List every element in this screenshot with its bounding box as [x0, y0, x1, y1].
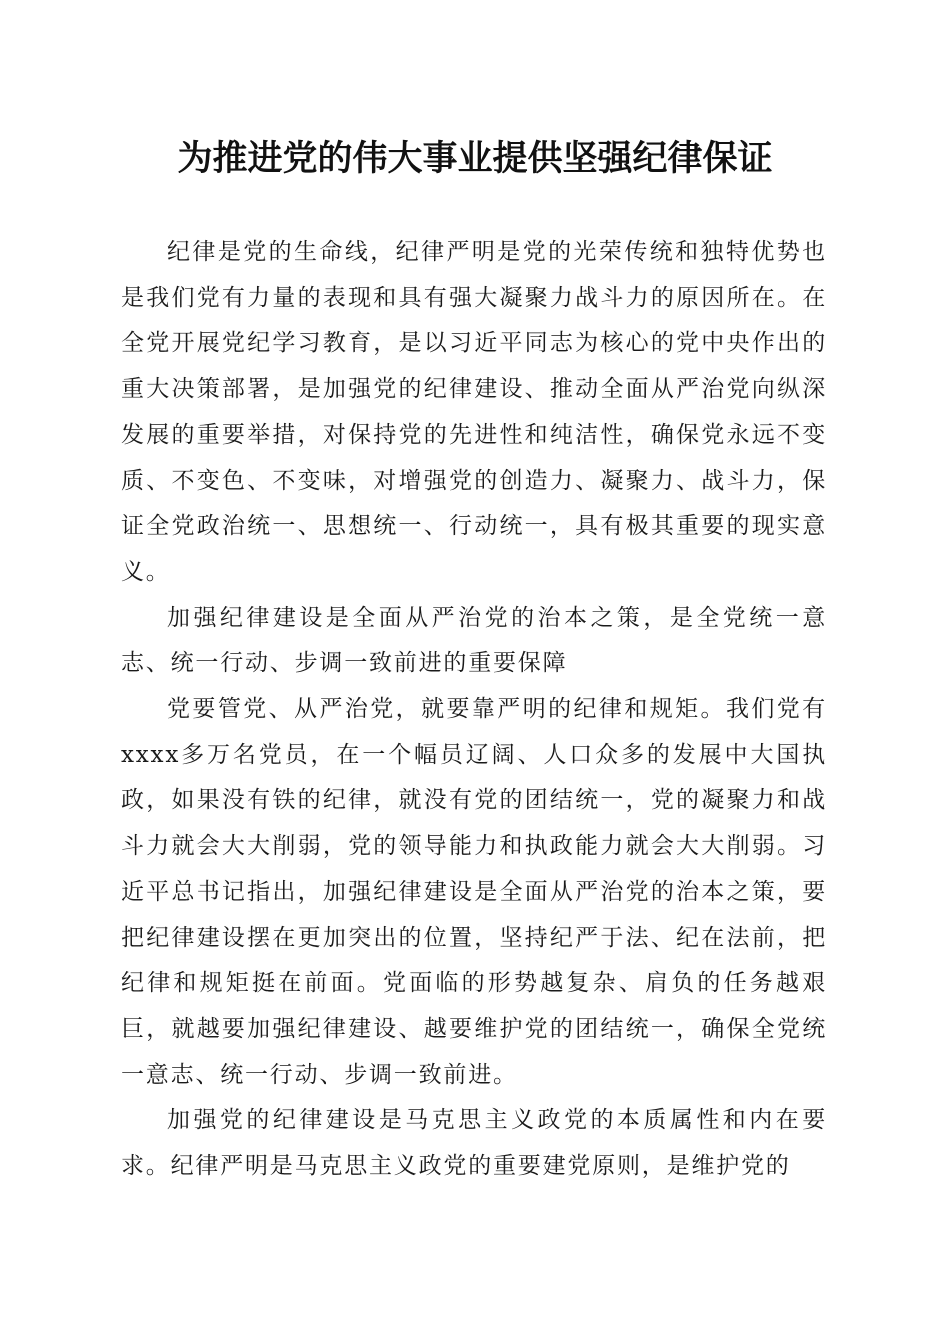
paragraph-2: 加强纪律建设是全面从严治党的治本之策，是全党统一意志、统一行动、步调一致前进的重要保障 [121, 604, 827, 677]
paragraph-1: 纪律是党的生命线，纪律严明是党的光荣传统和独特优势也是我们党有力量的表现和具有强大凝聚力战斗力的原因所在。在全党开展党纪学习教育，是以习近平同志为核心的党中央作出的重大决策部署，是加强党的纪律建设、推动全面从严治党向纵深发展的重要举措，对保持党的先进性和纯洁性，确保党永远不变质、不变色、不变味，对增强党的创造力、凝聚力、战斗力，保证全党政治统一、思想统一、行动统一，具有极其重要的现实意义。 [121, 239, 827, 585]
document-title: 为推进党的伟大事业提供坚强纪律保证 [177, 138, 773, 179]
document-body [121, 230, 827, 1190]
paragraph-3: 党要管党、从严治党，就要靠严明的纪律和规矩。我们党有xxxx多万名党员，在一个幅员辽阔、人口众多的发展中大国执政，如果没有铁的纪律，就没有党的团结统一，党的凝聚力和战斗力就会大大削弱，党的领导能力和执政能力就会大大削弱。习近平总书记指出，加强纪律建设是全面从严治党的治本之策，要把纪律建设摆在更加突出的位置，坚持纪严于法、纪在法前，把纪律和规矩挺在前面。党面临的形势越复杂、肩负的任务越艰巨，就越要加强纪律建设、越要维护党的团结统一，确保全党统一意志、统一行动、步调一致前进。 [121, 696, 827, 1088]
paragraph-4: 加强党的纪律建设是马克思主义政党的本质属性和内在要求。纪律严明是马克思主义政党的重要建党原则，是维护党的 [121, 1107, 827, 1180]
